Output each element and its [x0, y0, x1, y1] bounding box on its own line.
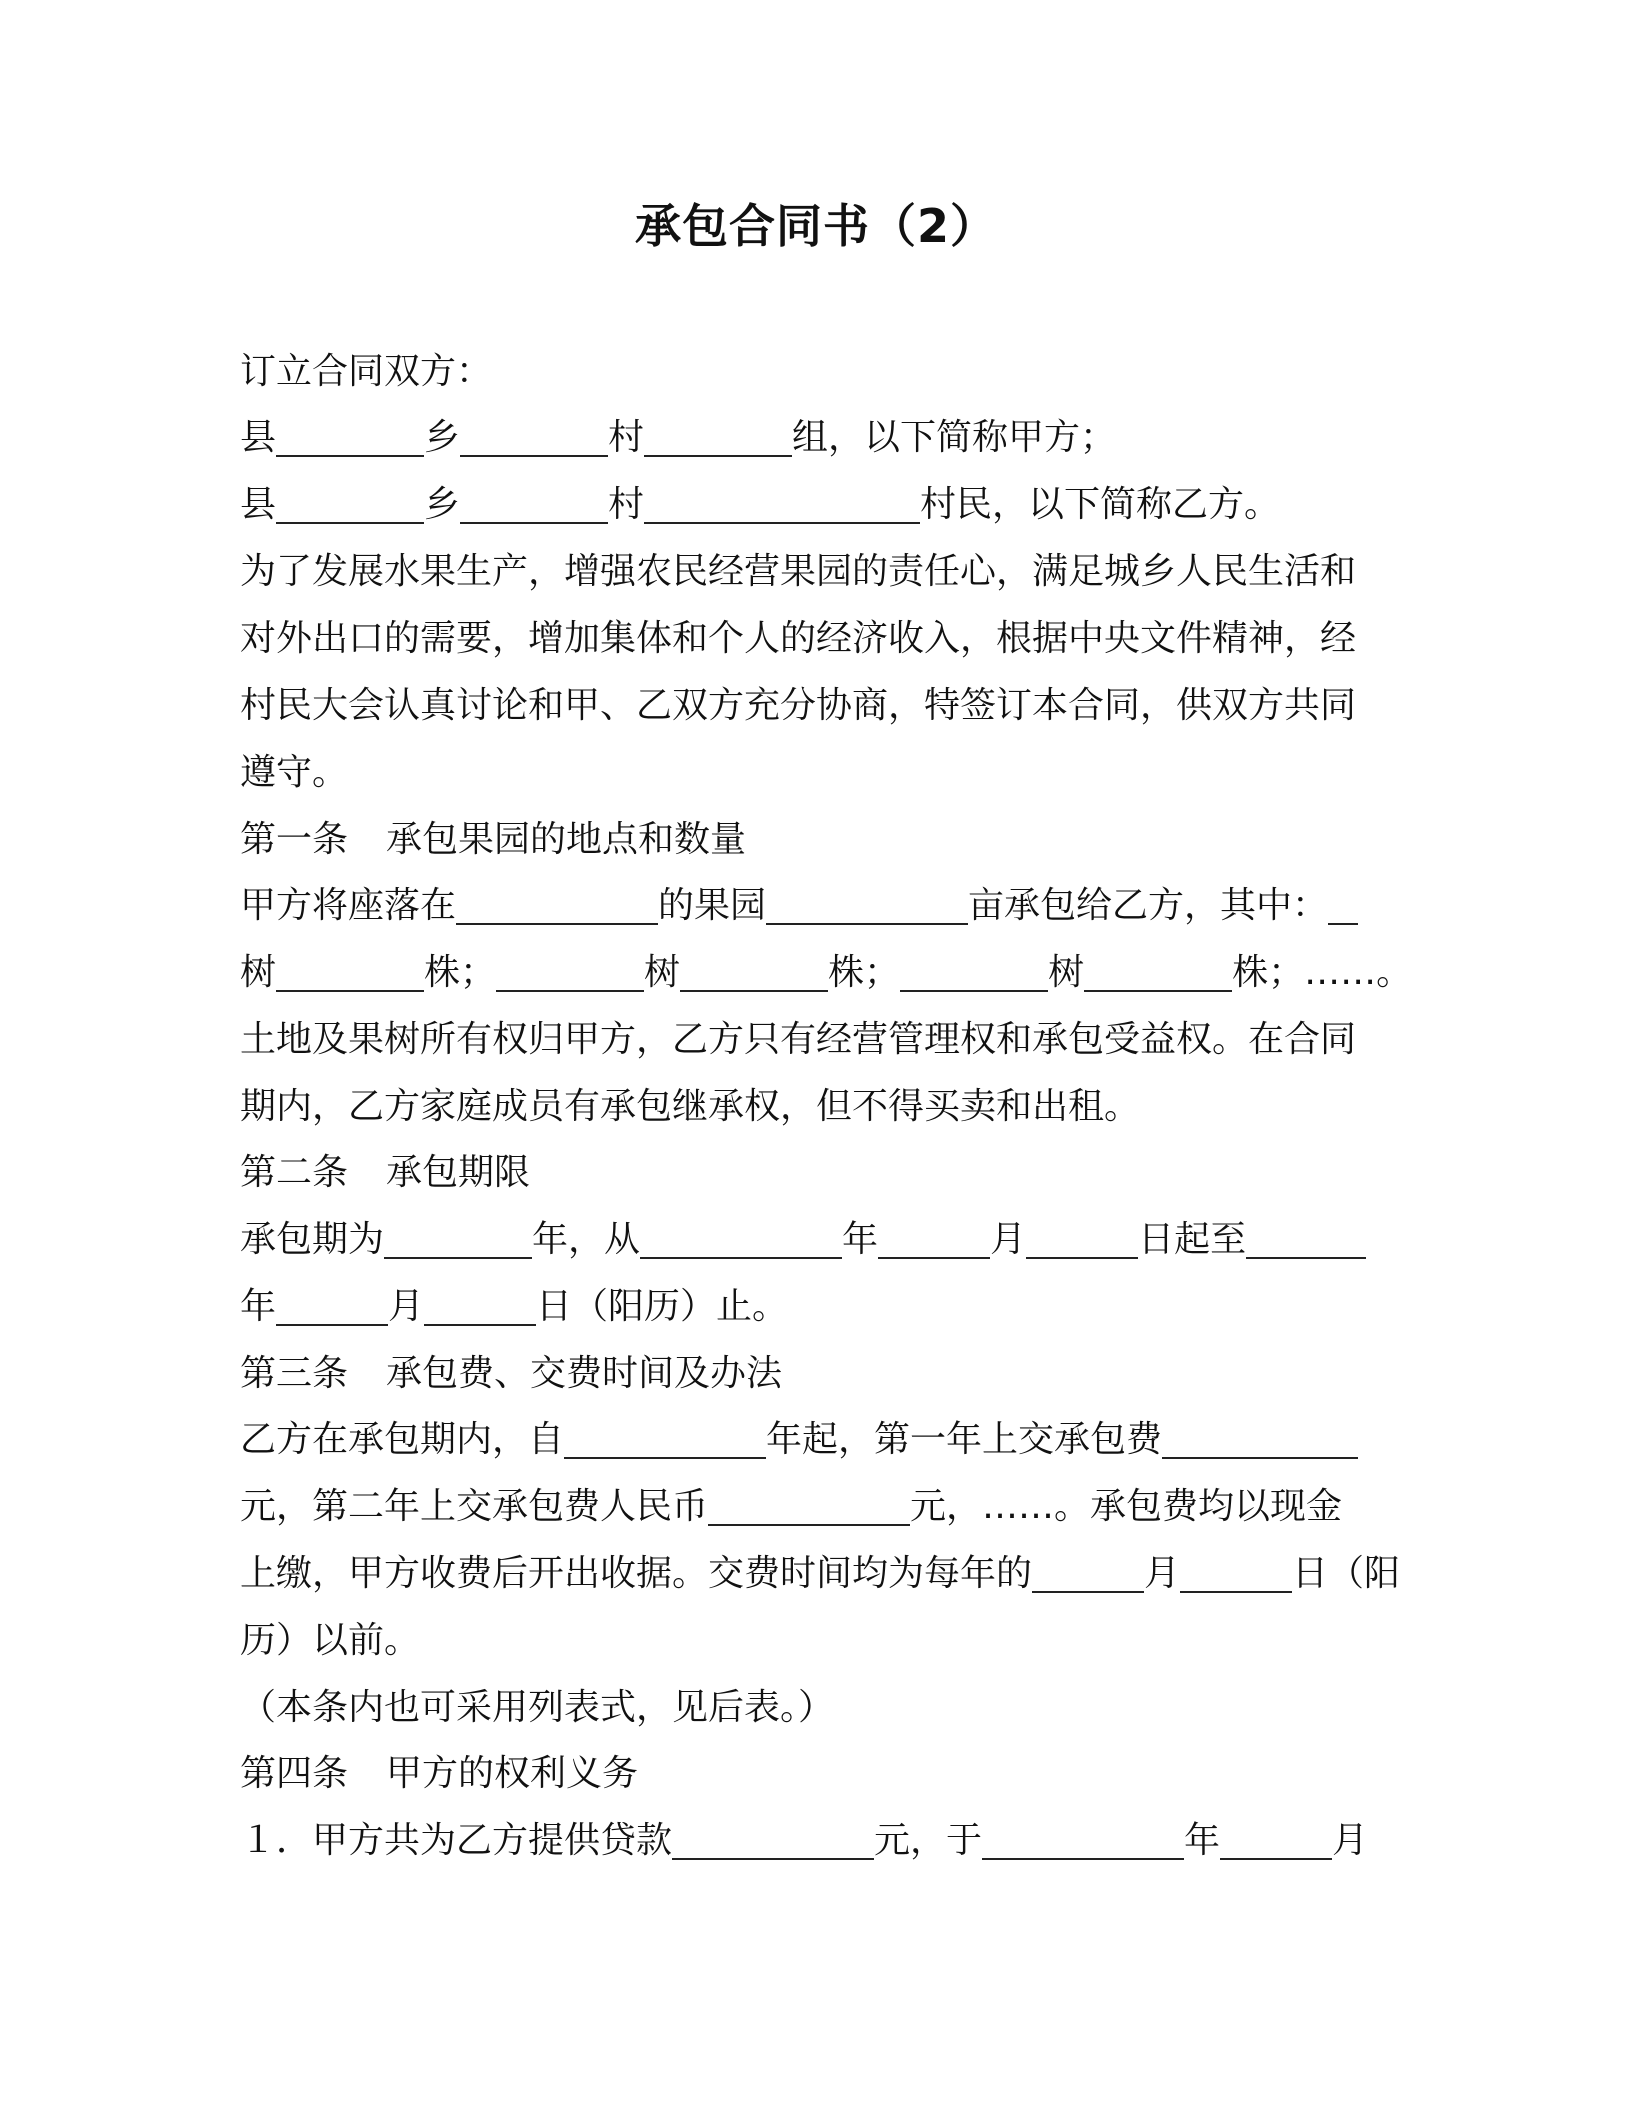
- blank-loan-year: [982, 1818, 1184, 1860]
- blank-loan-month: [1220, 1818, 1332, 1860]
- text-year-from: 年，从: [532, 1219, 641, 1260]
- preamble-line-3: 村民大会认真讨论和甲、乙双方充分协商，特签订本合同，供双方共同: [240, 685, 1357, 726]
- text-plant: 株；: [828, 952, 901, 993]
- text-term: 承包期为: [240, 1219, 385, 1260]
- tree-count-line: [240, 949, 1413, 997]
- blank-tree-count: [680, 950, 828, 992]
- article-title: 承包费、交费时间及办法: [386, 1353, 783, 1394]
- fee-line-2: [240, 1483, 1380, 1531]
- text-day-until: 日起至: [1138, 1219, 1247, 1260]
- text-day-end: 日（阳历）止。: [536, 1286, 789, 1327]
- text-payment-time: 上缴，甲方收费后开出收据。交费时间均为每年的: [240, 1553, 1033, 1594]
- text-year: 年: [1184, 1820, 1221, 1861]
- preamble-line-2: 对外出口的需要，增加集体和个人的经济收入，根据中央文件精神，经: [240, 618, 1357, 659]
- blank-county: [276, 482, 424, 524]
- ownership-line-2: 期内，乙方家庭成员有承包继承权，但不得买卖和出租。: [240, 1086, 1141, 1127]
- fee-line-3: [240, 1550, 1401, 1598]
- blank-county: [276, 415, 424, 457]
- text-township: 乡: [424, 417, 461, 458]
- blank-tree-count: [1084, 950, 1232, 992]
- article-number: 第四条: [240, 1753, 349, 1794]
- blank-years: [384, 1217, 532, 1259]
- text-cash-payment: 元，……。承包费均以现金: [910, 1486, 1343, 1527]
- blank-location: [456, 883, 658, 925]
- party-a-line: [240, 414, 1380, 462]
- text-located: 甲方将座落在: [240, 885, 457, 926]
- document-title: 承包合同书（2）: [634, 199, 997, 253]
- blank-township: [460, 482, 608, 524]
- preamble-line-4: 遵守。: [240, 752, 349, 793]
- text-plant-etc: 株；……。: [1232, 952, 1413, 993]
- article-3-heading: [240, 1350, 1380, 1398]
- article-number: 第一条: [240, 819, 349, 860]
- preamble-line-1: 为了发展水果生产，增强农民经营果园的责任心，满足城乡人民生活和: [240, 551, 1357, 592]
- blank-tree-type: [900, 950, 1048, 992]
- blank-start-day: [1026, 1217, 1138, 1259]
- term-line-2: [240, 1283, 1380, 1331]
- text-county: 县: [240, 484, 277, 525]
- blank-tree-count: [276, 950, 424, 992]
- blank-end-month: [276, 1284, 388, 1326]
- blank-second-year-amount: [708, 1484, 910, 1526]
- ownership-line-1: 土地及果树所有权归甲方，乙方只有经营管理权和承包受益权。在合同: [240, 1019, 1357, 1060]
- text-year: 年: [842, 1219, 879, 1260]
- text-plant: 株；: [424, 952, 497, 993]
- blank-fee-year: [564, 1417, 766, 1459]
- blank-end-day: [424, 1284, 536, 1326]
- text-tree: 树: [1048, 952, 1085, 993]
- loan-line: [240, 1817, 1380, 1865]
- blank-villager: [644, 482, 920, 524]
- blank-tree-type: [1328, 883, 1358, 925]
- text-village: 村: [608, 484, 645, 525]
- blank-loan-amount: [672, 1818, 874, 1860]
- blank-payment-month: [1032, 1551, 1144, 1593]
- orchard-location-line: [240, 882, 1380, 930]
- article-2-heading: [240, 1149, 1380, 1197]
- article-title: 甲方的权利义务: [386, 1753, 639, 1794]
- fee-line-4: 历）以前。: [240, 1620, 421, 1661]
- blank-start-year: [640, 1217, 842, 1259]
- blank-payment-day: [1180, 1551, 1292, 1593]
- text-fee-start: 乙方在承包期内，自: [240, 1419, 565, 1460]
- text-orchard: 的果园: [658, 885, 767, 926]
- text-month: 月: [990, 1219, 1027, 1260]
- article-1-heading: [240, 816, 1380, 864]
- text-loan: １．甲方共为乙方提供贷款: [240, 1820, 673, 1861]
- fee-note: （本条内也可采用列表式，见后表。）: [240, 1687, 835, 1728]
- term-line-1: [240, 1216, 1380, 1264]
- article-number: 第二条: [240, 1152, 349, 1193]
- text-tree: 树: [644, 952, 681, 993]
- text-village: 村: [608, 417, 645, 458]
- text-party-b: 村民，以下简称乙方。: [920, 484, 1281, 525]
- fee-line-1: [240, 1416, 1380, 1464]
- blank-first-year-amount: [1162, 1417, 1358, 1459]
- text-first-year-fee: 年起，第一年上交承包费: [766, 1419, 1163, 1460]
- text-day-solar: 日（阳: [1292, 1553, 1401, 1594]
- text-mu-contract: 亩承包给乙方，其中：: [968, 885, 1329, 926]
- blank-end-year: [1246, 1217, 1366, 1259]
- blank-tree-type: [496, 950, 644, 992]
- text-county: 县: [240, 417, 277, 458]
- text-month: 月: [1144, 1553, 1181, 1594]
- text-tree: 树: [240, 952, 277, 993]
- blank-village: [644, 415, 792, 457]
- blank-start-month: [878, 1217, 990, 1259]
- text-party-a: 组，以下简称甲方；: [792, 417, 1117, 458]
- text-yuan-at: 元，于: [874, 1820, 983, 1861]
- text-township: 乡: [424, 484, 461, 525]
- blank-area: [766, 883, 968, 925]
- text-second-year-fee: 元，第二年上交承包费人民币: [240, 1486, 709, 1527]
- party-b-line: [240, 481, 1380, 529]
- article-title: 承包果园的地点和数量: [386, 819, 747, 860]
- article-title: 承包期限: [386, 1152, 531, 1193]
- text-month: 月: [388, 1286, 425, 1327]
- text-month: 月: [1332, 1820, 1369, 1861]
- article-4-heading: [240, 1750, 1380, 1798]
- article-number: 第三条: [240, 1353, 349, 1394]
- text-year: 年: [240, 1286, 277, 1327]
- parties-heading: 订立合同双方：: [240, 351, 493, 392]
- blank-township: [460, 415, 608, 457]
